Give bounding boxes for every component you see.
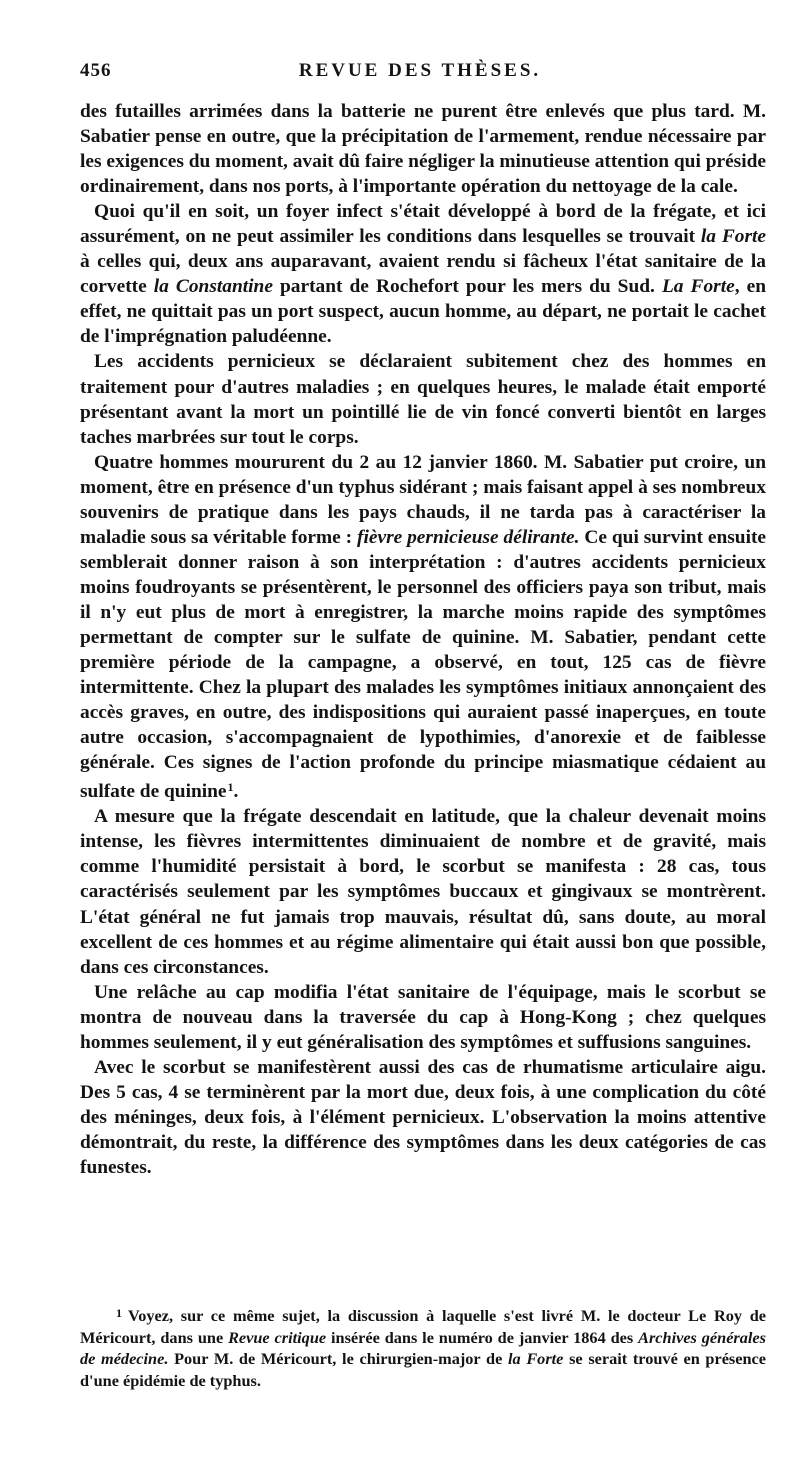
body-text (80, 99, 766, 1180)
text-run: Les accidents pernicieux se déclaraient subitement chez des hommes en traitement pour d'autres maladies ; en quelques heures, le malade était emporté présentant avant la mort un pointillé lie de vin foncé converti bientôt en larges taches marbrées sur tout le corps. (80, 351, 766, 448)
paragraph (80, 450, 766, 805)
italic-text: la Forte (507, 1349, 564, 1369)
text-run: Quatre hommes moururent du 2 au 12 janvier 1860. M. Sabatier put croire, un moment, être en présence d'un typhus sidérant ; mais faisant appel à ses nombreux souvenirs de pratique dans les pays chauds, il ne tarda pas à caractériser la maladie sous sa véritable forme : (80, 451, 766, 548)
paragraph (80, 980, 766, 1055)
text-run: A mesure que la frégate descendait en latitude, que la chaleur devenait moins intense, les fièvres intermittentes diminuaient de nombre et de gravité, mais comme l'humidité persistait à bord, le scorbut se manifesta : 28 cas, tous caractérisés seulement par les symptômes buccaux et gingivaux se montrèrent. L'état général ne fut jamais trop mauvais, résultat dû, sans doute, au moral excellent de ces hommes et au régime alimentaire qui était aussi bon que possible, dans ces circonstances. (80, 806, 766, 978)
paragraph (80, 99, 766, 199)
paragraph (80, 349, 766, 449)
text-run: . (233, 781, 239, 803)
text-run: Avec le scorbut se manifestèrent aussi des cas de rhumatisme articulaire aigu. Des 5 cas, 4 se terminèrent par la mort due, deux fois, à une complication du côté des méninges, deux fois, à l'élément pernicieux. L'observation la moins attentive démontrait, du reste, la différence des symptômes dans les deux catégories de cas funestes. (80, 1056, 766, 1178)
text-run: Une relâche au cap modifia l'état sanitaire de l'équipage, mais le scorbut se montra de nouveau dans la traversée du cap à Hong-Kong ; chez quelques hommes seulement, il y eut généralisation des symptômes et suffusions sanguines. (80, 981, 766, 1053)
italic-text: la Constantine (153, 276, 273, 298)
page-header (80, 60, 760, 90)
footnote-reference: 1 (227, 780, 234, 795)
text-run: , en effet, ne quittait pas un port suspect, aucun homme, au départ, ne portait le cachet de l'imprégnation paludéenne. (80, 276, 767, 348)
italic-text: Revue critique (228, 1327, 327, 1347)
text-run: des futailles arrimées dans la batterie ne purent être enlevés que plus tard. M. Sabatier pense en outre, que la précipitation de l'armement, rendue nécessaire par les exigences du moment, avait dû faire négliger la minutieuse attention qui préside ordinairement, dans nos ports, à l'importante opération du nettoyage de la cale. (80, 101, 767, 198)
page-number: 456 (80, 60, 112, 81)
paragraph (80, 804, 766, 979)
footnote-marker: 1 (116, 1306, 122, 1320)
text-run: Pour M. de Méricourt, le chirurgien-major de (168, 1349, 508, 1369)
paragraph (80, 199, 766, 349)
text-run: Voyez, sur ce même sujet, la discussion à laquelle s'est livré M. le docteur Le Roy de Méricourt, dans une (80, 1306, 766, 1347)
text-run: se serait trouvé en présence d'une épidémie de typhus. (80, 1349, 767, 1390)
footnotes (80, 1303, 766, 1391)
running-title: REVUE DES THÈSES. (298, 60, 542, 81)
footnote (80, 1303, 766, 1391)
italic-text: La Forte (661, 276, 735, 298)
text-run: à celles qui, deux ans auparavant, avaient rendu si fâcheux l'état sanitaire de la corvette (80, 251, 766, 298)
text-run: Ce qui survint ensuite semblerait donner raison à son interprétation : d'autres accidents pernicieux moins foudroyants se présentèrent, le personnel des officiers paya son tribut, mais il n'y eut plus de mort à enregistrer, la marche moins rapide des symptômes permettant de compter sur le sulfate de quinine. M. Sabatier, pendant cette première période de la campagne, a observé, en tout, 125 cas de fièvre intermittente. Chez la plupart des malades les symptômes initiaux annonçaient des accès graves, en outre, des indispositions qui auraient passé inaperçues, en toute autre occasion, s'accompagnaient de lypothimies, d'anorexie et de faiblesse générale. Ces signes de l'action profonde du principe miasmatique cédaient au sulfate de quinine (80, 526, 767, 803)
text-run: insérée dans le numéro de janvier 1864 des (326, 1327, 639, 1347)
italic-text: fièvre pernicieuse délirante. (357, 526, 580, 548)
italic-text: Archives générales de médecine. (80, 1327, 766, 1369)
text-run: Quoi qu'il en soit, un foyer infect s'était développé à bord de la frégate, et ici assurément, on ne peut assimiler les conditions dans lesquelles se trouvait (80, 201, 766, 248)
text-run: partant de Rochefort pour les mers du Sud. (272, 276, 662, 298)
paragraph (80, 1055, 766, 1180)
italic-text: la Forte (700, 226, 767, 248)
